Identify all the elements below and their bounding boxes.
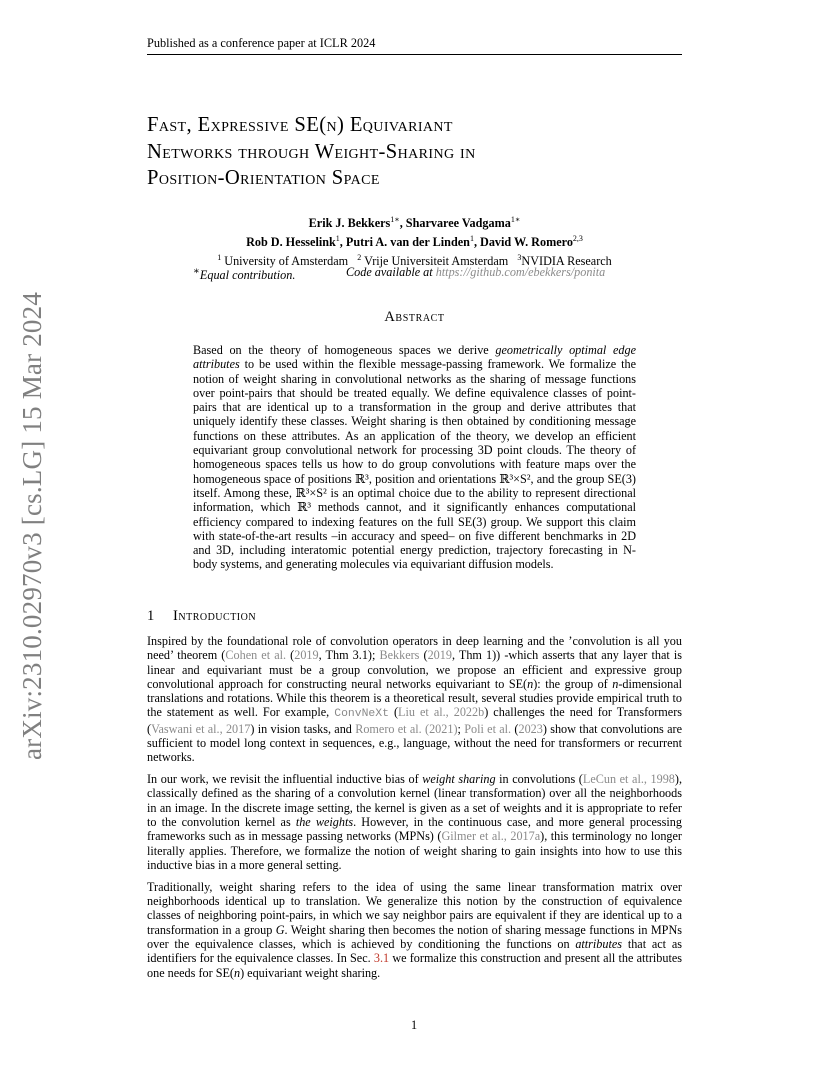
- note-sup: ∗: [193, 266, 200, 277]
- citation-link[interactable]: 2023: [518, 721, 543, 736]
- text: ): the group of: [533, 676, 613, 691]
- text: ;: [457, 721, 465, 736]
- code-term: ConvNeXt: [334, 708, 389, 721]
- text: Traditionally, weight sharing refers to the idea of using the same linear transformation matrix over neighborhoods identical up to translation. We generalize this notion by the construction of equivalence classes of neighboring point-pairs, in which we say neighbor pairs are equivalent if they are identical up to a transformation in a group: [147, 879, 682, 937]
- math-symbol: n: [612, 676, 619, 691]
- title-line-3: Position-Orientation Space: [147, 167, 380, 189]
- intro-paragraph-1: [147, 634, 682, 765]
- text: -dimensional translations and rotations. While this theorem is a theoretical result, several studies provide empirical truth to the statement as well. For example,: [147, 676, 683, 720]
- math-symbol: n: [527, 676, 534, 691]
- section-number: 1: [147, 608, 155, 624]
- author-block: [147, 212, 682, 269]
- affiliation-sup: 2: [357, 253, 362, 263]
- text: (: [388, 705, 399, 720]
- page-number: 1: [410, 1018, 418, 1032]
- text: ) in vision tasks, and: [250, 721, 356, 736]
- title-line-1: Fast, Expressive SE(n) Equivariant: [147, 114, 453, 136]
- author-name: , David W. Romero: [473, 235, 573, 250]
- abstract-heading: Abstract: [384, 309, 445, 325]
- citation-link[interactable]: Cohen et al.: [225, 648, 287, 663]
- author-sup: 1∗: [510, 215, 521, 224]
- code-label: Code available at: [346, 265, 436, 279]
- math-symbol: n: [233, 965, 241, 980]
- author-row-2: [147, 231, 682, 250]
- citation-link[interactable]: Romero et al. (2021): [355, 721, 458, 736]
- section-ref-link[interactable]: 3.1: [373, 951, 390, 966]
- text: . Weight sharing then becomes the notion of sharing message functions in MPNs over the equivalence classes, which is achieved by conditioning the functions on: [147, 922, 683, 951]
- text: (: [419, 648, 428, 663]
- text: ) equivariant weight sharing.: [240, 965, 381, 980]
- affiliation: NVIDIA Research: [521, 254, 612, 269]
- citation-link[interactable]: Bekkers: [379, 648, 420, 663]
- emphasis: weight sharing: [422, 772, 496, 787]
- citation-link[interactable]: Liu et al., 2022b: [398, 705, 485, 720]
- text: , Thm 3.1);: [318, 648, 380, 663]
- text: Inspired by the foundational role of convolution operators in deep learning and the ’convolution is all you need’ theorem (: [147, 634, 682, 663]
- text: in convolutions (: [495, 772, 583, 787]
- text: (: [286, 648, 295, 663]
- text: to be used within the flexible message-passing framework. We formalize the notion of weight sharing in convolutional networks as the sharing of message functions over point-pairs that should be treated equally. We define equivalence classes of point-pairs that are identical up to a transformation in the group and derive attributes that uniquely identify these classes. Weight sharing is then obtained by conditioning message functions on these attributes. As an application of the theory, we develop an efficient equivariant group convolutional network for processing 3D point clouds. The theory of homogeneous spaces tells us how to do group convolutions with feature maps over the homogeneous space of positions ℝ³, position and orientations ℝ³×S², and the group SE(3) itself. Among these, ℝ³×S² is an optimal choice due to the ability to represent directional information, which ℝ³ methods cannot, and it significantly enhances computational efficiency compared to indexing features on the full SE(3) group. We support this claim with state-of-the-art results –in accuracy and speed– on five different benchmarks in 2D and 3D, including interatomic potential energy prediction, trajectory forecasting in N-body systems, and generating molecules via equivariant diffusion models.: [193, 357, 636, 572]
- intro-paragraph-3: [147, 880, 682, 980]
- citation-link[interactable]: Poli et al.: [464, 721, 512, 736]
- text: ) show that convolutions are sufficient to model long context in sequences, e.g., language, without the need for transformers or recurrent networks.: [147, 721, 682, 765]
- text: . However, in the continuous case, and more general processing frameworks such as in message passing networks (MPNs) (: [147, 815, 682, 844]
- text: ) challenges the need for Transformers (: [147, 705, 682, 736]
- affiliation-sup: 3: [517, 253, 522, 263]
- note-text: Equal contribution.: [199, 268, 296, 283]
- title-line-2: Networks through Weight-Sharing in: [147, 140, 476, 163]
- author-name: , Putri A. van der Linden: [339, 235, 470, 250]
- text: (: [511, 721, 519, 736]
- text: Based on the theory of homogeneous spaces we derive: [193, 343, 496, 357]
- text: In our work, we revisit the influential inductive bias of: [147, 772, 423, 787]
- abstract-body: [193, 343, 636, 572]
- affiliation: University of Amsterdam: [221, 254, 349, 269]
- code-note: [346, 264, 605, 280]
- equal-contribution-note: [193, 268, 295, 282]
- author-sup: 1∗: [390, 215, 400, 224]
- text: we formalize this construction and present all the attributes one needs for SE(: [147, 951, 682, 980]
- text: , Thm 1)) -which asserts that any layer that is linear and equivariant must be a group convolution, we propose an efficient and expressive group convolutional approach for constructing neural networks equivariant to SE(: [147, 648, 682, 691]
- citation-link[interactable]: LeCun et al., 1998: [582, 772, 675, 787]
- author-row-1: [147, 212, 682, 231]
- affiliation: Vrije Universiteit Amsterdam: [361, 254, 509, 269]
- author-name: , Sharvaree Vadgama: [399, 216, 511, 231]
- author-sup: 1: [335, 234, 340, 244]
- citation-link[interactable]: 2019: [427, 648, 452, 663]
- section-heading-introduction: [147, 608, 256, 625]
- citation-link[interactable]: 2019: [294, 648, 319, 663]
- emphasis: the weights: [295, 815, 354, 830]
- section-title: Introduction: [173, 608, 257, 624]
- text: that act as identifiers for the equivalence classes. In Sec.: [147, 936, 682, 966]
- author-name: Erik J. Bekkers: [308, 216, 391, 231]
- text: ), this terminology no longer literally applies. Therefore, we formalize the notion of weight sharing to gain insights into how to use this inductive bias in a more general setting.: [147, 829, 682, 872]
- paper-title: [147, 112, 707, 192]
- author-sup: 2,3: [572, 234, 583, 244]
- abstract-paragraph: [193, 343, 636, 572]
- citation-link[interactable]: Vaswani et al., 2017: [151, 721, 251, 736]
- introduction-body: [147, 634, 682, 987]
- code-link[interactable]: https://github.com/ebekkers/ponita: [435, 265, 606, 279]
- text: ), classically defined as the sharing of a convolution kernel (linear transformation) over all the neighborhoods in an image. In the discrete image setting, the kernel is given as a set of weights and it is appropriate to refer to the convolution kernel as: [147, 772, 682, 830]
- author-sup: 1: [469, 234, 474, 244]
- author-notes: [193, 264, 653, 283]
- citation-link[interactable]: Gilmer et al., 2017a: [441, 829, 541, 844]
- intro-paragraph-2: [147, 772, 682, 872]
- affiliation-sup: 1: [217, 253, 222, 263]
- arxiv-stamp: arXiv:2310.02970v3 [cs.LG] 15 Mar 2024: [17, 291, 47, 760]
- emphasis: attributes: [575, 936, 623, 951]
- running-header: Published as a conference paper at ICLR 2024: [147, 36, 682, 55]
- author-name: Rob D. Hesselink: [246, 235, 336, 250]
- emphasis: geometrically optimal edge attributes: [193, 343, 636, 372]
- math-symbol: G: [275, 922, 285, 937]
